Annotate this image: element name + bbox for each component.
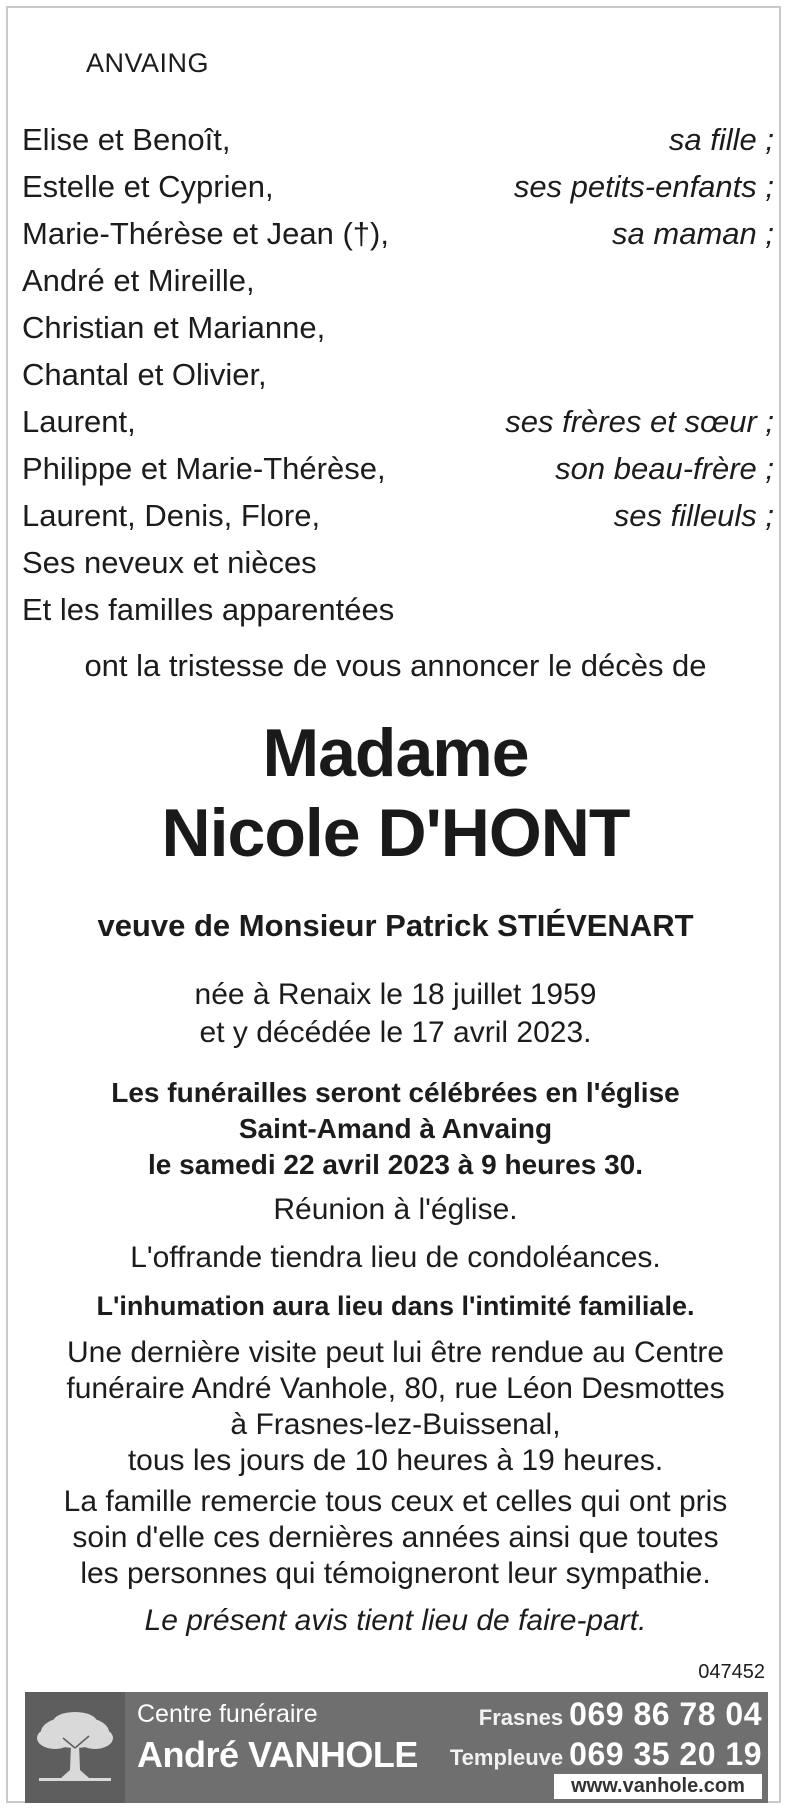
title-fullname: Nicole D'HONT — [161, 795, 630, 871]
family-relation: ses petits-enfants ; — [513, 169, 774, 204]
visit-line: funéraire André Vanhole, 80, rue Léon Desmottes — [66, 1372, 725, 1405]
funeral-home-name: André VANHOLE — [137, 1734, 418, 1775]
visit-line: tous les jours de 10 heures à 19 heures. — [127, 1444, 664, 1477]
family-row — [22, 116, 782, 163]
funeral-home-logo — [25, 1692, 125, 1803]
phone-city: Frasnes — [478, 1705, 564, 1730]
village-name: ANVAING — [86, 48, 210, 78]
family-row — [22, 351, 782, 398]
death-line: et y décédée le 17 avril 2023. — [199, 1016, 592, 1049]
family-row — [22, 586, 782, 633]
family-names: Laurent, — [22, 404, 136, 439]
funeral-home-label: Centre funéraire — [137, 1700, 318, 1728]
announcement-line: ont la tristesse de vous annoncer le décès de — [84, 648, 707, 683]
family-relation: son beau-frère ; — [555, 451, 774, 486]
family-names: Christian et Marianne, — [22, 310, 326, 345]
phone-number: 069 86 78 04 — [569, 1696, 762, 1732]
phone-frasnes — [479, 1696, 762, 1733]
family-relation: sa fille ; — [668, 122, 774, 157]
visit-line: Une dernière visite peut lui être rendue au Centre — [66, 1336, 725, 1369]
family-names: Elise et Benoît, — [22, 122, 231, 157]
family-row — [22, 398, 782, 445]
family-list — [22, 116, 782, 633]
funeral-details — [8, 1075, 783, 1183]
visit-line: à Frasnes-lez-Buissenal, — [230, 1408, 561, 1441]
phone-number: 069 35 20 19 — [569, 1736, 762, 1772]
widow-of: veuve de Monsieur Patrick STIÉVENART — [97, 908, 694, 943]
meeting-note: Réunion à l'église. — [273, 1193, 518, 1226]
thanks-line: les personnes qui témoigneront leur sympathie. — [80, 1557, 711, 1590]
family-names: Chantal et Olivier, — [22, 357, 267, 392]
visit-info — [8, 1335, 783, 1479]
family-names: Philippe et Marie-Thérèse, — [22, 451, 386, 486]
deceased-name — [8, 713, 783, 873]
family-row — [22, 304, 782, 351]
website-link[interactable]: www.vanhole.com — [554, 1774, 762, 1799]
family-row — [22, 257, 782, 304]
funeral-line: Les funérailles seront célébrées en l'église — [111, 1077, 680, 1108]
family-names: Ses neveux et nièces — [22, 545, 317, 580]
funeral-line: le samedi 22 avril 2023 à 9 heures 30. — [147, 1149, 643, 1180]
offering-note: L'offrande tiendra lieu de condoléances. — [130, 1241, 661, 1274]
ceremony-notes — [8, 1191, 783, 1325]
family-row — [22, 163, 782, 210]
obituary-notice — [6, 6, 781, 1803]
family-row — [22, 210, 782, 257]
family-names: Estelle et Cyprien, — [22, 169, 274, 204]
phone-city: Templeuve — [449, 1745, 564, 1770]
thanks-line: soin d'elle ces dernières années ainsi que toutes — [72, 1521, 719, 1554]
family-names: Et les familles apparentées — [22, 592, 395, 627]
family-row — [22, 445, 782, 492]
birth-line: née à Renaix le 18 juillet 1959 — [194, 978, 597, 1011]
thanks-line: La famille remercie tous ceux et celles qui ont pris — [63, 1485, 728, 1518]
family-row — [22, 539, 782, 586]
phone-templeuve — [450, 1736, 762, 1773]
family-relation: ses frères et sœur ; — [505, 404, 774, 439]
funeral-home-banner — [25, 1692, 768, 1803]
tree-icon — [33, 1708, 117, 1788]
birth-death-info — [8, 976, 783, 1052]
family-row — [22, 492, 782, 539]
reference-number: 047452 — [698, 1661, 765, 1683]
closing-note: Le présent avis tient lieu de faire-part. — [144, 1604, 647, 1637]
family-names: Laurent, Denis, Flore, — [22, 498, 321, 533]
title-honorific: Madame — [262, 715, 529, 791]
family-relation: sa maman ; — [612, 216, 774, 251]
funeral-line: Saint-Amand à Anvaing — [238, 1113, 553, 1144]
burial-note: L'inhumation aura lieu dans l'intimité familiale. — [96, 1291, 695, 1321]
family-names: André et Mireille, — [22, 263, 255, 298]
family-names: Marie-Thérèse et Jean (†), — [22, 216, 389, 251]
family-relation: ses filleuls ; — [613, 498, 774, 533]
thanks-message — [8, 1484, 783, 1592]
